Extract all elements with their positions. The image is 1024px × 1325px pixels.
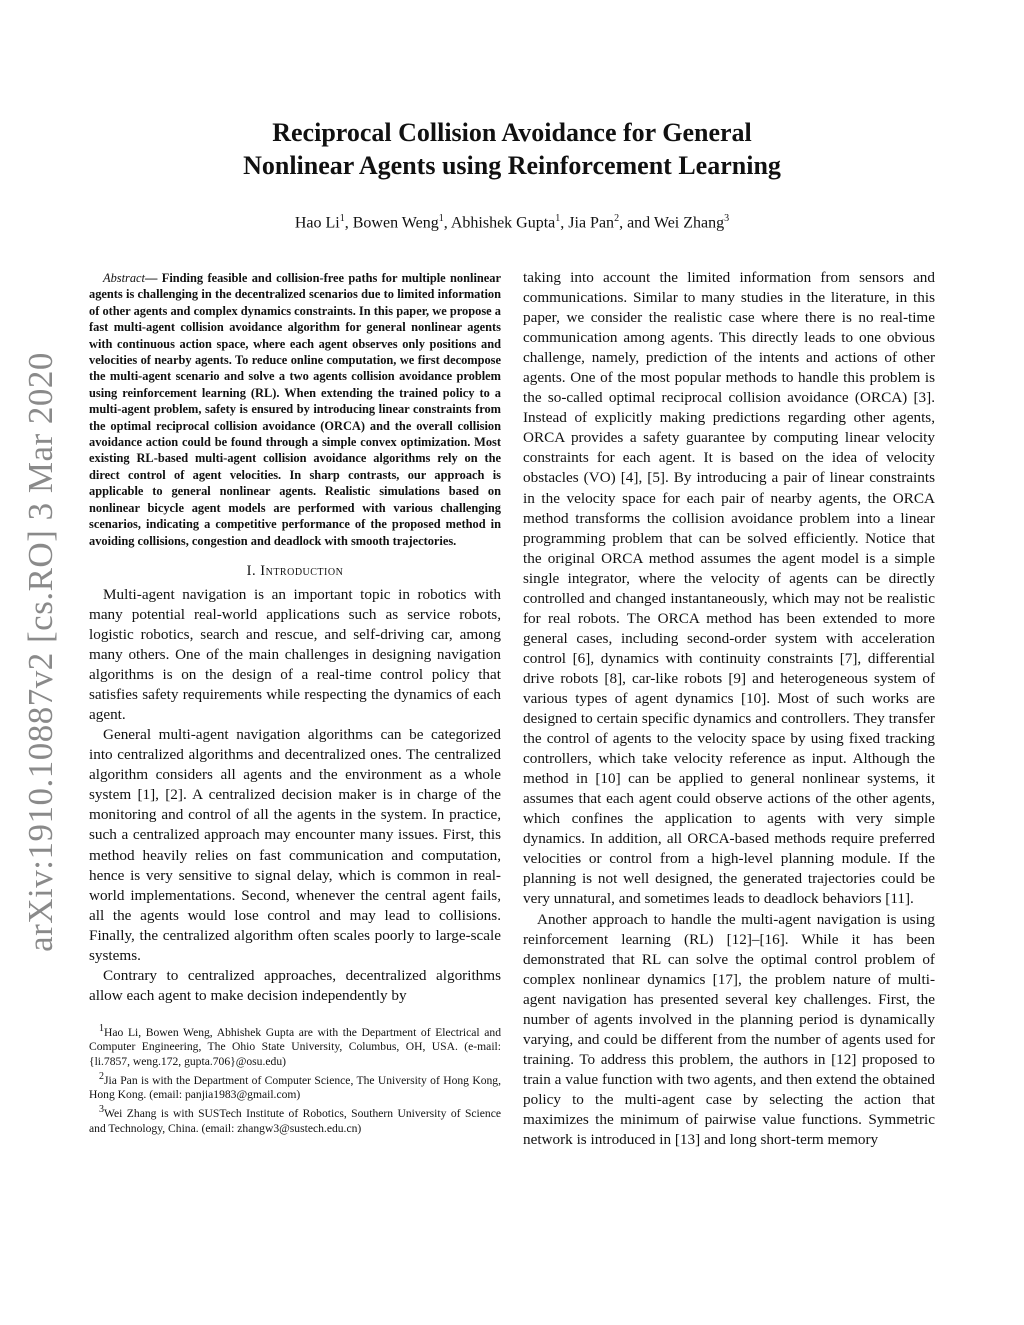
paper-title xyxy=(0,116,1024,182)
body-paragraph: Multi-agent navigation is an important topic in robotics with many potential real-world applications such as service robots, logistic robotics, search and rescue, and self-driving car, among many others. One of the main challenges in designing navigation algorithms is on the design of a real-time control policy that satisfies safety requirements while respecting the dynamics of each agent. xyxy=(89,585,501,724)
author-name: Jia Pan xyxy=(568,214,615,232)
footnote xyxy=(89,1070,501,1103)
body-paragraph: General multi-agent navigation algorithms can be categorized into centralized algorithms and decentralized ones. The centralized algorithm considers all agents and the environment as a whole system [1], [2]. A centralized decision maker is in charge of the monitoring and control of all the agents in the system. In practice, such a centralized approach may encounter many issues. First, this method heavily relies on fast communication and computation, hence is very sensitive to signal delay, which is common in real-world implementations. Second, whenever the central agent fails, all the agents would lose control and may lead to collisions. Finally, the centralized algorithm often scales poorly to large-scale systems. xyxy=(89,726,501,964)
abstract xyxy=(89,270,501,549)
footnotes xyxy=(89,1022,501,1137)
author-name: Abhishek Gupta xyxy=(450,214,556,232)
left-column xyxy=(89,270,501,1136)
footnote-text: Jia Pan is with the Department of Computer Science, The University of Hong Kong, Hong Kong. (email: panjia1983@gmail.com) xyxy=(89,1073,501,1102)
author-affiliation: 3 xyxy=(724,213,730,224)
author-list: Hao Li$^1$, Bowen Weng$^1$, Abhishek Gupta$^1$, Jia Pan$^2$, and Wei Zhang$^3$ xyxy=(294,213,730,232)
footnote-mark: 1 xyxy=(99,1022,104,1034)
body-paragraph: taking into account the limited information from sensors and communications. Similar to many studies in the literature, in this paper, we consider the realistic case where there is no real-time communication among agents. This directly leads to one obvious challenge, namely, prediction of the intents and actions of other agents. One of the most popular methods to handle this problem is the so-called optimal reciprocal collision avoidance (ORCA) [3]. Instead of explicitly making predictions regarding other agents, ORCA provides a safety guarantee by computing linear velocity constraints for each agent. It is based on the idea of velocity obstacles (VO) [4], [5]. By introducing a pair of linear constraints in the velocity space for each pair of nearby agents, the ORCA method transforms the collision avoidance problem into a linear programming problem that can be solved efficiently. Notice that the original ORCA method assumes the agent model is a simple single integrator, where the velocity of agents can be directly controlled and changed instantaneously, which may not be realistic for real robots. The ORCA method has been extended to more general cases, including second-order system with acceleration control [6], dynamics with continuity constraints [7], differential drive robots [8], car-like robots [9] and heterogeneous system of various types of agent dynamics [10]. Most of such works are designed to certain specific dynamics and controllers. They transfer the control of agents to the velocity space by using fixed tracking controllers, which take velocity reference as input. Although the method in [10] can be applied to general nonlinear systems, it assumes that each agent could observe actions of the other agents, which confines the application to agents with very simple dynamics. In addition, all ORCA-based methods require preferred velocities or control from a high-level planning module. If the planning is not well designed, the generated trajectories could be very unnatural, and sometimes leads to deadlock behaviors [11]. xyxy=(523,269,935,908)
abstract-label: Abstract xyxy=(103,271,145,285)
footnote xyxy=(89,1022,501,1070)
author-name: Hao Li xyxy=(294,214,340,232)
section-heading xyxy=(89,561,501,581)
arxiv-stamp: arXiv:1910.10887v2 [cs.RO] 3 Mar 2020 xyxy=(21,352,60,952)
right-column xyxy=(523,268,935,1150)
section-title: Introduction xyxy=(260,562,344,579)
author-affiliation: 1 xyxy=(339,213,345,224)
section-number: I. xyxy=(246,562,261,579)
abstract-paragraph xyxy=(89,270,501,549)
author-affiliation: 1 xyxy=(438,213,444,224)
author-name: Bowen Weng xyxy=(352,214,439,232)
footnote xyxy=(89,1103,501,1136)
author-affiliation: 2 xyxy=(614,213,620,224)
author-affiliation: 1 xyxy=(555,213,561,224)
footnote-mark: 2 xyxy=(99,1070,104,1082)
title-line-2: Nonlinear Agents using Reinforcement Learning xyxy=(243,151,781,180)
body-paragraph: Contrary to centralized approaches, decentralized algorithms allow each agent to make decision independently by xyxy=(89,966,501,1004)
abstract-text: — Finding feasible and collision-free paths for multiple nonlinear agents is challenging in the decentralized scenarios due to limited information of other agents and complex dynamics constraints. In this paper, we propose a fast multi-agent collision avoidance algorithm for general nonlinear agents with continuous action space, where each agent observes only positions and velocities of nearby agents. To reduce online computation, we first decompose the multi-agent scenario and solve a two agents collision avoidance problem using reinforcement learning (RL). When extending the trained policy to a multi-agent problem, safety is ensured by introducing linear constraints from the optimal reciprocal collision avoidance (ORCA) and the overall collision avoidance action could be found through a simple convex optimization. Most existing RL-based multi-agent collision avoidance algorithms rely on the direct control of agent velocities. In sharp contrasts, our approach is applicable to general nonlinear agents. Realistic simulations based on nonlinear bicycle agent models are performed with various challenging scenarios, indicating a competitive performance of the proposed method in avoiding collisions, congestion and deadlock with smooth trajectories. xyxy=(89,271,501,548)
footnote-text: Wei Zhang is with SUSTech Institute of Robotics, Southern University of Science and Technology, China. (email: zhangw3@sustech.edu.cn) xyxy=(89,1106,501,1135)
title-line-1: Reciprocal Collision Avoidance for General xyxy=(272,118,752,147)
body-paragraph: Another approach to handle the multi-agent navigation is using reinforcement learning (RL) [12]–[16]. While it has been demonstrated that RL can solve the optimal control problem of complex nonlinear dynamics [17], the problem nature of multi-agent navigation has presented several key challenges. First, the number of agents involved in the planning period is dynamically varying, and could be different from the number of agents used for training. To address this problem, the authors in [12] proposed to train a value function with two agents, and then extend the obtained policy to the multi-agent case by selecting the action that maximizes the minimum of pairwise value functions. Symmetric network is introduced in [13] and long short-term memory xyxy=(523,910,935,1149)
footnote-mark: 3 xyxy=(99,1104,104,1116)
intro-body xyxy=(89,585,501,1006)
footnote-text: Hao Li, Bowen Weng, Abhishek Gupta are with the Department of Electrical and Computer Engineering, The Ohio State University, Columbus, OH, USA. (e-mail: {li.7857, weng.172, gupta.706}@osu.edu) xyxy=(89,1025,501,1069)
author-name: Wei Zhang xyxy=(653,214,725,232)
